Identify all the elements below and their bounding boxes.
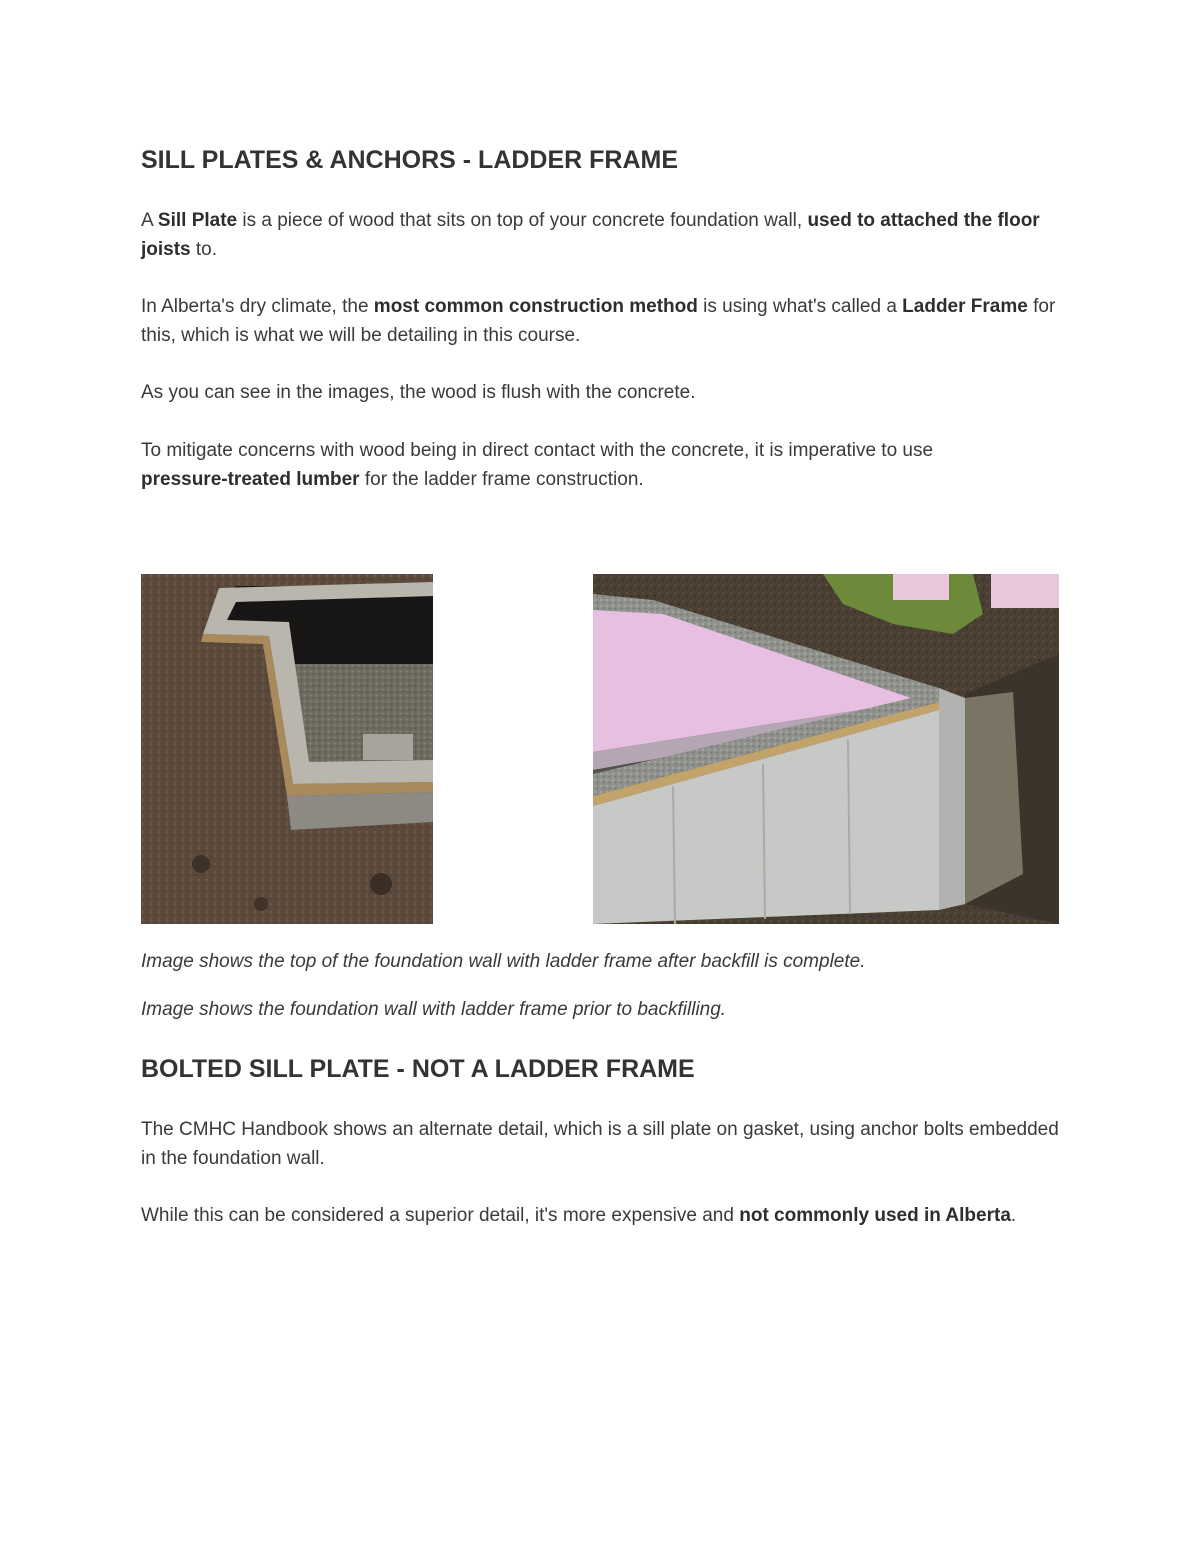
paragraph-sill-plate	[141, 206, 1061, 264]
section-heading-bolted-sill: BOLTED SILL PLATE - NOT A LADDER FRAME	[141, 1055, 695, 1083]
section-heading-ladder-frame: SILL PLATES & ANCHORS - LADDER FRAME	[141, 146, 679, 174]
text: for this, which is what we will be detailing in this course.	[141, 296, 1056, 346]
text: To mitigate concerns with wood being in direct contact with the concrete, it is imperative to use	[141, 440, 934, 461]
paragraph-alberta-climate	[141, 292, 1061, 350]
paragraph-wood-flush: As you can see in the images, the wood is flush with the concrete.	[141, 382, 696, 403]
text: .	[1010, 1205, 1017, 1226]
ladder-frame-after-backfill-photo	[141, 574, 433, 924]
paragraph-pressure-treated	[141, 436, 981, 494]
text: A	[141, 210, 158, 231]
paragraph-superior-detail	[141, 1201, 1021, 1230]
caption-after-backfill: Image shows the top of the foundation wall with ladder frame after backfill is complete.	[141, 951, 866, 972]
bold-text: used to attached the floor joists	[141, 210, 1040, 260]
text: is using what's called a	[697, 296, 903, 317]
text: In Alberta's dry climate, the	[141, 296, 374, 317]
text: for the ladder frame construction.	[359, 469, 644, 490]
text: to.	[190, 239, 218, 260]
bold-text: most common construction method	[373, 296, 698, 317]
text: is a piece of wood that sits on top of your concrete foundation wall,	[237, 210, 808, 231]
ladder-frame-before-backfill-photo	[593, 574, 1059, 924]
paragraph-cmhc-handbook: The CMHC Handbook shows an alternate detail, which is a sill plate on gasket, using anchor bolts embedded in the foundation wall.	[141, 1119, 1059, 1169]
bold-text: not commonly used in Alberta	[739, 1205, 1011, 1226]
bold-text: Ladder Frame	[902, 296, 1028, 317]
bold-text: pressure-treated lumber	[141, 469, 360, 490]
text: While this can be considered a superior detail, it's more expensive and	[141, 1205, 740, 1226]
caption-prior-backfill: Image shows the foundation wall with ladder frame prior to backfilling.	[141, 999, 727, 1020]
bold-text: Sill Plate	[157, 210, 238, 231]
